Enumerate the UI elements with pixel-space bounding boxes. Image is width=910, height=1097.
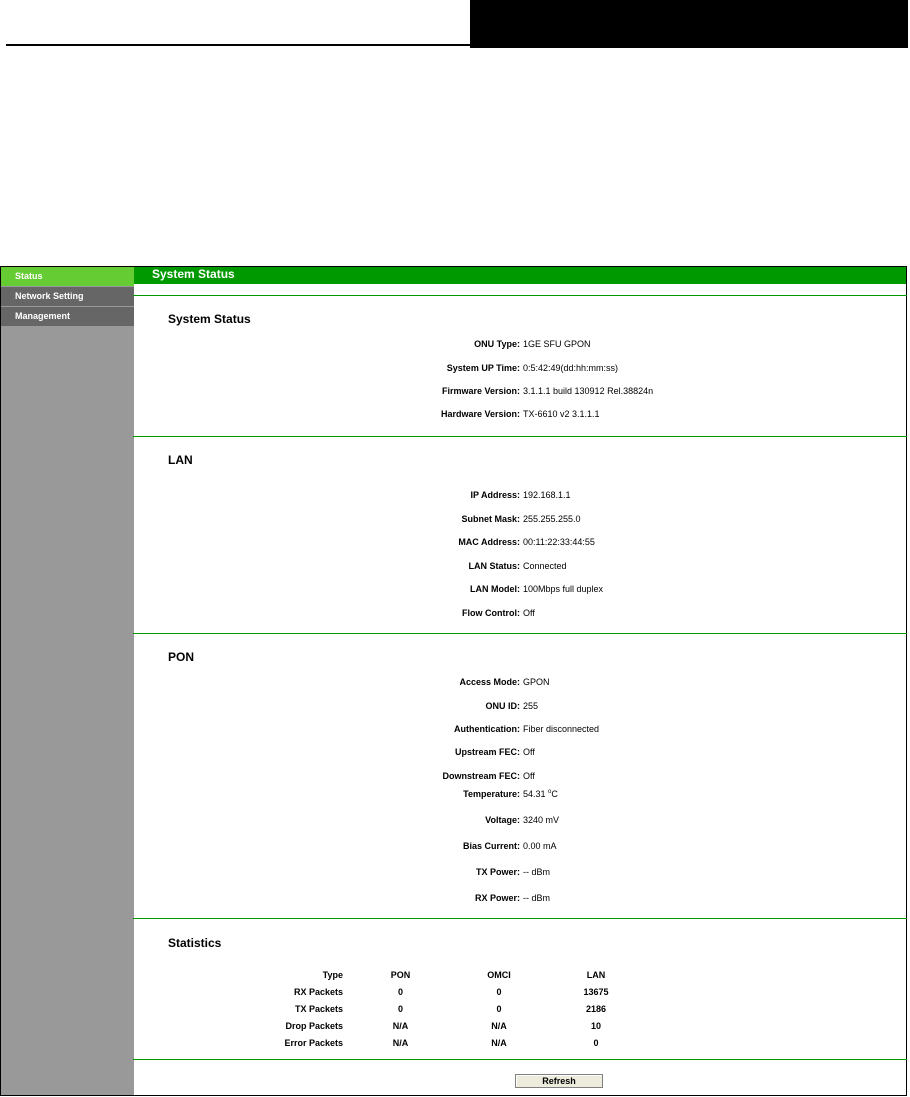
field-label: ONU Type: [474, 339, 520, 349]
field-label: Upstream FEC: [454, 747, 520, 757]
field-label: Flow Control: [462, 608, 520, 618]
table-header-cell: Type [322, 969, 343, 980]
content-layer [133, 0, 907, 1097]
field-value: 255 [523, 701, 539, 711]
field-label: TX Power: [475, 867, 520, 877]
field-value: -- dBm [523, 893, 550, 903]
table-cell: TX Packets [294, 1003, 343, 1014]
table-cell: 0 [496, 1003, 502, 1014]
info-row [133, 701, 903, 715]
field-value: Fiber disconnected [523, 724, 600, 734]
table-cell: N/A [491, 1020, 507, 1031]
field-label: ONU ID: [485, 701, 520, 711]
table-cell: N/A [392, 1020, 409, 1031]
table-header-cell: LAN [586, 969, 606, 980]
info-row [133, 677, 903, 691]
field-value: 100Mbps full duplex [523, 584, 604, 594]
field-value: Connected [523, 561, 567, 571]
table-row [233, 983, 652, 1000]
field-label: Downstream FEC: [442, 771, 520, 781]
section-title-system-status: System Status [168, 312, 251, 326]
info-row [133, 724, 903, 738]
table-cell: 0 [397, 986, 403, 997]
field-label: Authentication: [454, 724, 520, 734]
table-cell: 0 [496, 986, 502, 997]
field-label: Subnet Mask: [461, 514, 520, 524]
table-cell: 13675 [583, 986, 609, 997]
info-row [133, 537, 903, 551]
info-row [133, 561, 903, 575]
refresh-button[interactable]: Refresh [515, 1074, 603, 1088]
field-value: Off [523, 771, 535, 781]
field-value: TX-6610 v2 3.1.1.1 [523, 409, 600, 419]
info-row [133, 339, 903, 353]
field-label: Firmware Version: [441, 386, 520, 396]
table-cell: 0 [593, 1037, 599, 1048]
info-row [133, 841, 903, 855]
field-value: 3.1.1.1 build 130912 Rel.38824n [523, 386, 654, 396]
info-row [133, 584, 903, 598]
info-row [133, 771, 903, 785]
info-row [133, 490, 903, 504]
info-row [133, 789, 903, 803]
section-title-pon: PON [168, 650, 195, 664]
table-cell: 0 [397, 1003, 403, 1014]
info-row [133, 514, 903, 528]
field-value [523, 789, 558, 799]
table-cell: 2186 [585, 1003, 607, 1014]
sidebar-item-status[interactable]: Status [1, 267, 134, 287]
section-title-statistics: Statistics [168, 936, 222, 950]
field-label: Hardware Version: [440, 409, 520, 419]
table-header-cell: PON [390, 969, 411, 980]
info-row [133, 893, 903, 907]
table-row [233, 1034, 652, 1051]
field-value: 3240 mV [523, 815, 560, 825]
field-value-unit: C [551, 789, 558, 799]
info-row [133, 867, 903, 881]
field-value: Off [523, 747, 535, 757]
table-header-cell: OMCI [487, 969, 511, 980]
table-cell: Error Packets [284, 1037, 343, 1048]
sidebar-item-management[interactable]: Management [1, 307, 134, 327]
info-row [133, 608, 903, 622]
field-label: Bias Current: [462, 841, 520, 851]
divider [133, 295, 907, 296]
field-value: 1GE SFU GPON [523, 339, 591, 349]
table-cell: N/A [392, 1037, 409, 1048]
field-label: Voltage: [485, 815, 520, 825]
info-row [133, 747, 903, 761]
divider [133, 918, 907, 919]
table-row [233, 1017, 652, 1034]
field-value: GPON [523, 677, 550, 687]
section-title-lan: LAN [168, 453, 193, 467]
table-header-row [233, 966, 652, 983]
field-label: IP Address: [470, 490, 520, 500]
field-label: RX Power: [474, 893, 520, 903]
table-cell: N/A [491, 1037, 507, 1048]
statistics-table [233, 966, 652, 1051]
table-cell: 10 [590, 1020, 601, 1031]
field-value-number: 54.31 [523, 789, 549, 799]
field-label: System UP Time: [446, 363, 520, 373]
field-value: 255.255.255.0 [523, 514, 581, 524]
page-title: System Status [134, 267, 906, 284]
sidebar [1, 267, 134, 1095]
info-row [133, 363, 903, 377]
sidebar-item-network-setting[interactable]: Network Setting [1, 287, 134, 307]
info-row [133, 386, 903, 400]
field-value: 192.168.1.1 [523, 490, 571, 500]
field-value: Off [523, 608, 535, 618]
table-cell: Drop Packets [285, 1020, 343, 1031]
field-label: Temperature: [463, 789, 520, 799]
field-label: LAN Model: [470, 584, 520, 594]
divider [133, 436, 907, 437]
field-label: MAC Address: [458, 537, 520, 547]
info-row [133, 409, 903, 423]
table-cell: RX Packets [293, 986, 343, 997]
field-value: -- dBm [523, 867, 550, 877]
info-row [133, 815, 903, 829]
field-value: 00:11:22:33:44:55 [523, 537, 595, 547]
field-value: 0.00 mA [523, 841, 557, 851]
field-label: Access Mode: [459, 677, 520, 687]
degree-sign: o [548, 789, 552, 795]
divider [133, 633, 907, 634]
field-label: LAN Status: [468, 561, 520, 571]
table-row [233, 1000, 652, 1017]
field-value: 0:5:42:49(dd:hh:mm:ss) [523, 363, 619, 373]
divider [133, 1059, 907, 1060]
